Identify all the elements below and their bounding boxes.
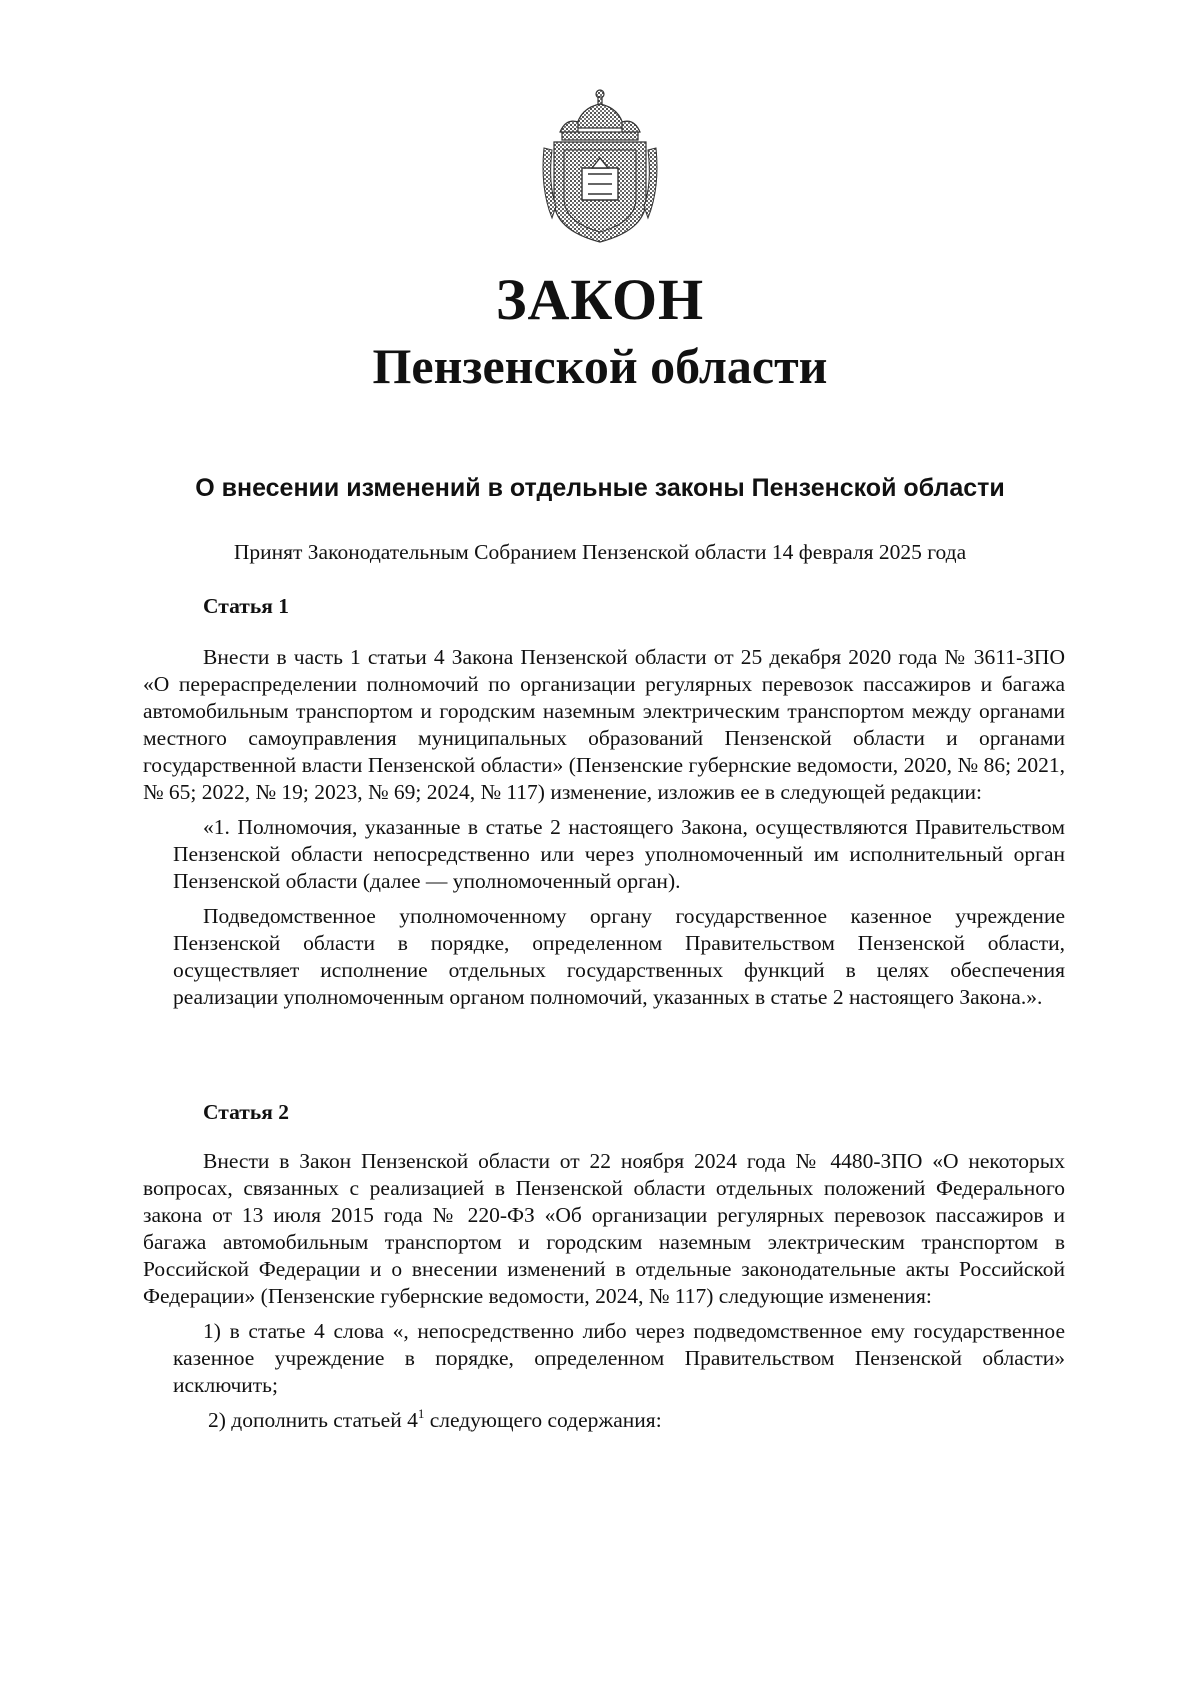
law-title: О внесении изменений в отдельные законы Пензенской области	[195, 474, 1005, 502]
adoption-line: Принят Законодательным Собранием Пензенской области 14 февраля 2025 года	[233, 540, 967, 564]
article-2-item-2	[208, 1407, 1065, 1434]
article-1-quote-2: Подведомственное уполномоченному органу государственное казенное учреждение Пензенской области в порядке, определенном Правительством Пензенской области, осуществляет исполнение отдельных государственных функций в целях обеспечения реализации уполномоченным органом полномочий, указанных в статье 2 настоящего Закона.».	[173, 904, 1065, 1009]
article-2-body	[143, 1148, 1065, 1434]
article-2-intro: Внести в Закон Пензенской области от 22 ноября 2024 года № 4480-ЗПО «О некоторых вопросах, связанных с реализацией в Пензенской области отдельных положений Федерального закона от 13 июля 2015 года № 220-ФЗ «Об организации регулярных перевозок пассажиров и багажа автомобильным транспортом и городским наземным электрическим транспортом в Российской Федерации и о внесении изменений в отдельные законодательные акты Российской Федерации» (Пензенские губернские ведомости, 2024, № 117) следующие изменения:	[143, 1149, 1065, 1308]
article-1-quote-1: «1. Полномочия, указанные в статье 2 настоящего Закона, осуществляются Правительством Пензенской области непосредственно или через уполномоченный им исполнительный орган Пензенской области (далее — уполномоченный орган).	[173, 815, 1065, 893]
article-2-item-2-sup: 1	[417, 1406, 425, 1421]
document-title: ЗАКОН	[495, 267, 705, 332]
article-1-intro: Внести в часть 1 статьи 4 Закона Пензенской области от 25 декабря 2020 года № 3611-ЗПО «О перераспределении полномочий по организации регулярных перевозок пассажиров и багажа автомобильным транспортом и городским наземным электрическим транспортом между органами местного самоуправления муниципальных образований Пензенской области и органами государственной власти Пензенской области» (Пензенские губернские ведомости, 2020, № 86; 2021, № 65; 2022, № 19; 2023, № 69; 2024, № 117) изменение, изложив ее в следующей редакции:	[143, 645, 1065, 804]
coat-of-arms-emblem	[538, 88, 662, 248]
article-2-heading: Статья 2	[203, 1100, 289, 1124]
article-2-item-1: 1) в статье 4 слова «, непосредственно либо через подведомственное ему государственное казенное учреждение в порядке, определенном Правительством Пензенской области» исключить;	[173, 1319, 1065, 1397]
article-2-item-2-after: следующего содержания:	[424, 1408, 662, 1432]
article-1-heading: Статья 1	[203, 594, 289, 618]
article-1-body	[143, 644, 1065, 1011]
document-subtitle: Пензенской области	[372, 338, 828, 394]
article-2-item-2-before: 2) дополнить статьей 4	[208, 1408, 418, 1432]
